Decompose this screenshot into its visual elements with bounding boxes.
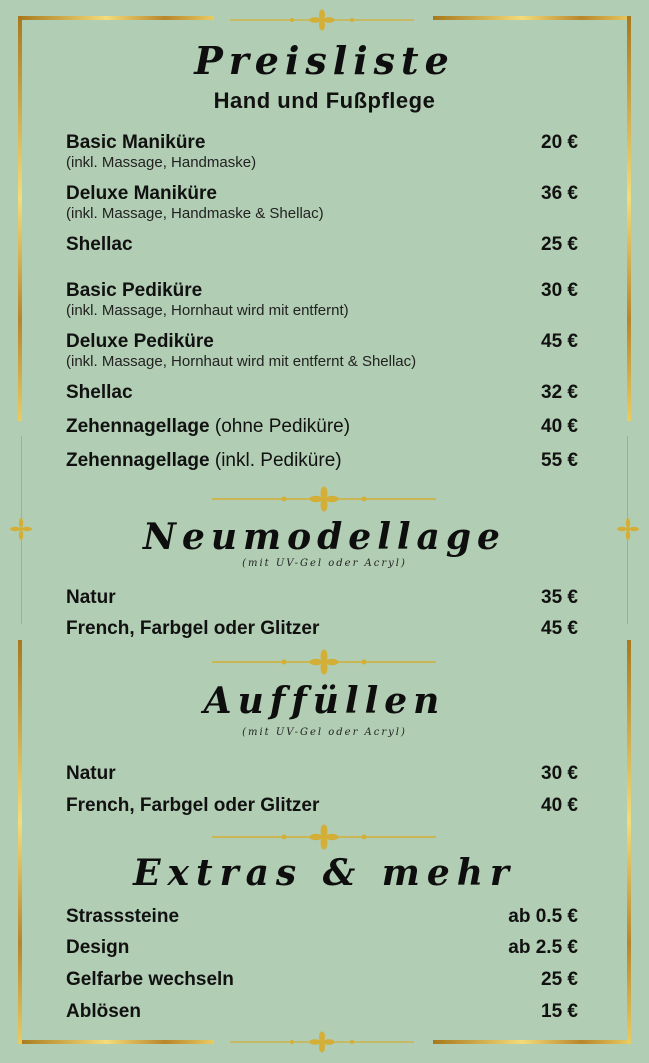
item-price: ab 2.5 € bbox=[508, 937, 578, 958]
list-item bbox=[66, 937, 578, 959]
frame-bottom-right bbox=[433, 1040, 631, 1044]
item-price: 30 € bbox=[541, 763, 578, 784]
item-name: French, Farbgel oder Glitzer bbox=[66, 618, 320, 639]
item-detail: (inkl. Massage, Handmaske) bbox=[66, 154, 257, 171]
fleur-divider-ornament-bottom bbox=[227, 1032, 417, 1052]
item-price: 25 € bbox=[541, 969, 578, 990]
list-item bbox=[66, 969, 578, 991]
list-item bbox=[66, 795, 578, 817]
item-note: (inkl. Pediküre) bbox=[209, 450, 342, 471]
list-item bbox=[66, 416, 578, 438]
list-item bbox=[66, 618, 578, 640]
item-price: 20 € bbox=[541, 132, 578, 153]
item-name: Deluxe Maniküre bbox=[66, 183, 217, 204]
list-item bbox=[66, 132, 578, 172]
fleur-divider-ornament-2 bbox=[209, 650, 439, 674]
frame-top-left bbox=[18, 16, 214, 20]
item-price: 45 € bbox=[541, 331, 578, 352]
item-name: French, Farbgel oder Glitzer bbox=[66, 795, 320, 816]
list-item bbox=[66, 382, 578, 404]
item-note: (ohne Pediküre) bbox=[209, 416, 351, 437]
item-price: ab 0.5 € bbox=[508, 906, 578, 927]
item-price: 55 € bbox=[541, 450, 578, 471]
item-name: Basic Pediküre bbox=[66, 280, 203, 301]
item-name: Natur bbox=[66, 763, 116, 784]
item-price: 30 € bbox=[541, 280, 578, 301]
list-item bbox=[66, 450, 578, 472]
list-item bbox=[66, 906, 578, 928]
list-item bbox=[66, 763, 578, 785]
page-title: Preisliste bbox=[194, 38, 455, 83]
item-name: Zehennagellage bbox=[66, 416, 210, 437]
item-detail: (inkl. Massage, Hornhaut wird mit entfernt) bbox=[66, 302, 349, 319]
item-price: 40 € bbox=[541, 795, 578, 816]
item-name: Ablösen bbox=[66, 1001, 141, 1022]
list-item bbox=[66, 587, 578, 609]
item-name: Deluxe Pediküre bbox=[66, 331, 214, 352]
section-title-auffuellen: Auffüllen bbox=[203, 680, 446, 722]
item-name: Strasssteine bbox=[66, 906, 180, 927]
fleur-divider-ornament-3 bbox=[209, 825, 439, 849]
fleur-divider-ornament-1 bbox=[209, 487, 439, 511]
item-name: Shellac bbox=[66, 234, 133, 255]
item-price: 32 € bbox=[541, 382, 578, 403]
item-price: 25 € bbox=[541, 234, 578, 255]
section-subtitle-auffuellen: (mit UV-Gel oder Acryl) bbox=[242, 727, 407, 738]
item-detail: (inkl. Massage, Hornhaut wird mit entfernt & Shellac) bbox=[66, 353, 417, 370]
page-subtitle: Hand und Fußpflege bbox=[213, 88, 436, 113]
item-name: Zehennagellage bbox=[66, 450, 210, 471]
section-title-neumodellage: Neumodellage bbox=[143, 516, 506, 558]
list-item bbox=[66, 280, 578, 320]
section-title-extras: Extras & mehr bbox=[133, 852, 516, 894]
item-detail: (inkl. Massage, Handmaske & Shellac) bbox=[66, 205, 324, 222]
section-subtitle-neumodellage: (mit UV-Gel oder Acryl) bbox=[242, 558, 407, 569]
item-price: 45 € bbox=[541, 618, 578, 639]
list-item bbox=[66, 1001, 578, 1023]
item-name: Gelfarbe wechseln bbox=[66, 969, 234, 990]
item-price: 40 € bbox=[541, 416, 578, 437]
item-name: Shellac bbox=[66, 382, 133, 403]
frame-bottom-left bbox=[18, 1040, 214, 1044]
item-price: 15 € bbox=[541, 1001, 578, 1022]
item-price: 36 € bbox=[541, 183, 578, 204]
list-item bbox=[66, 234, 578, 256]
frame-top-right bbox=[433, 16, 631, 20]
fleur-divider-ornament-top bbox=[227, 10, 417, 30]
list-item bbox=[66, 331, 578, 371]
item-name: Design bbox=[66, 937, 130, 958]
item-name: Natur bbox=[66, 587, 116, 608]
item-name: Basic Maniküre bbox=[66, 132, 206, 153]
item-price: 35 € bbox=[541, 587, 578, 608]
list-item bbox=[66, 183, 578, 223]
